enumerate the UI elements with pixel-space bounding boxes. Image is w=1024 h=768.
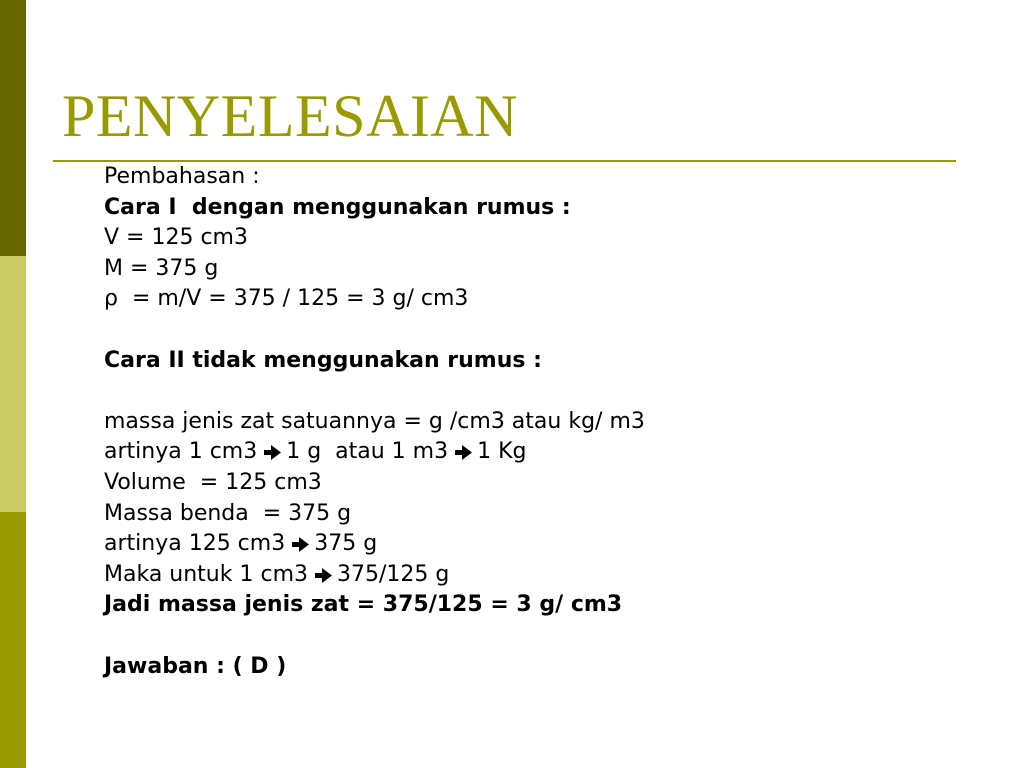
slide-body	[104, 162, 984, 682]
body-line-part: artinya 125 cm3	[104, 531, 286, 557]
body-line-part: 375/125 g	[337, 561, 450, 587]
blank-line	[104, 376, 984, 407]
body-line	[104, 529, 984, 560]
body-line: Cara I dengan menggunakan rumus :	[104, 194, 571, 220]
body-line-part: 375 g	[314, 531, 378, 557]
body-line-part: artinya 1 cm3	[104, 439, 258, 465]
body-line	[104, 560, 984, 591]
body-line: massa jenis zat satuannya = g /cm3 atau kg/ m3	[104, 408, 645, 434]
right-arrow-icon	[315, 568, 332, 583]
body-line: Pembahasan :	[104, 164, 260, 189]
body-line: V = 125 cm3	[104, 225, 248, 251]
blank-line	[104, 621, 984, 652]
slide-title: PENYELESAIAN	[62, 83, 518, 149]
right-arrow-icon	[292, 537, 309, 552]
sidebar-band-top	[0, 0, 26, 256]
body-line-part: Maka untuk 1 cm3	[104, 561, 308, 587]
body-line: Volume = 125 cm3	[104, 469, 322, 495]
right-arrow-icon	[455, 445, 472, 460]
body-line	[104, 437, 984, 468]
body-line-part: 1 Kg	[477, 439, 527, 465]
blank-line	[104, 315, 984, 346]
body-line: Cara II tidak menggunakan rumus :	[104, 347, 542, 373]
body-line: Jawaban : ( D )	[104, 653, 287, 679]
sidebar-band-bottom	[0, 512, 26, 768]
body-line: Jadi massa jenis zat = 375/125 = 3 g/ cm3	[104, 592, 623, 618]
right-arrow-icon	[264, 445, 281, 460]
sidebar-band-middle	[0, 256, 26, 512]
body-line: M = 375 g	[104, 255, 219, 281]
body-line: ρ = m/V = 375 / 125 = 3 g/ cm3	[104, 286, 469, 312]
body-line: Massa benda = 375 g	[104, 500, 352, 526]
body-line-part: 1 g atau 1 m3	[286, 439, 449, 465]
